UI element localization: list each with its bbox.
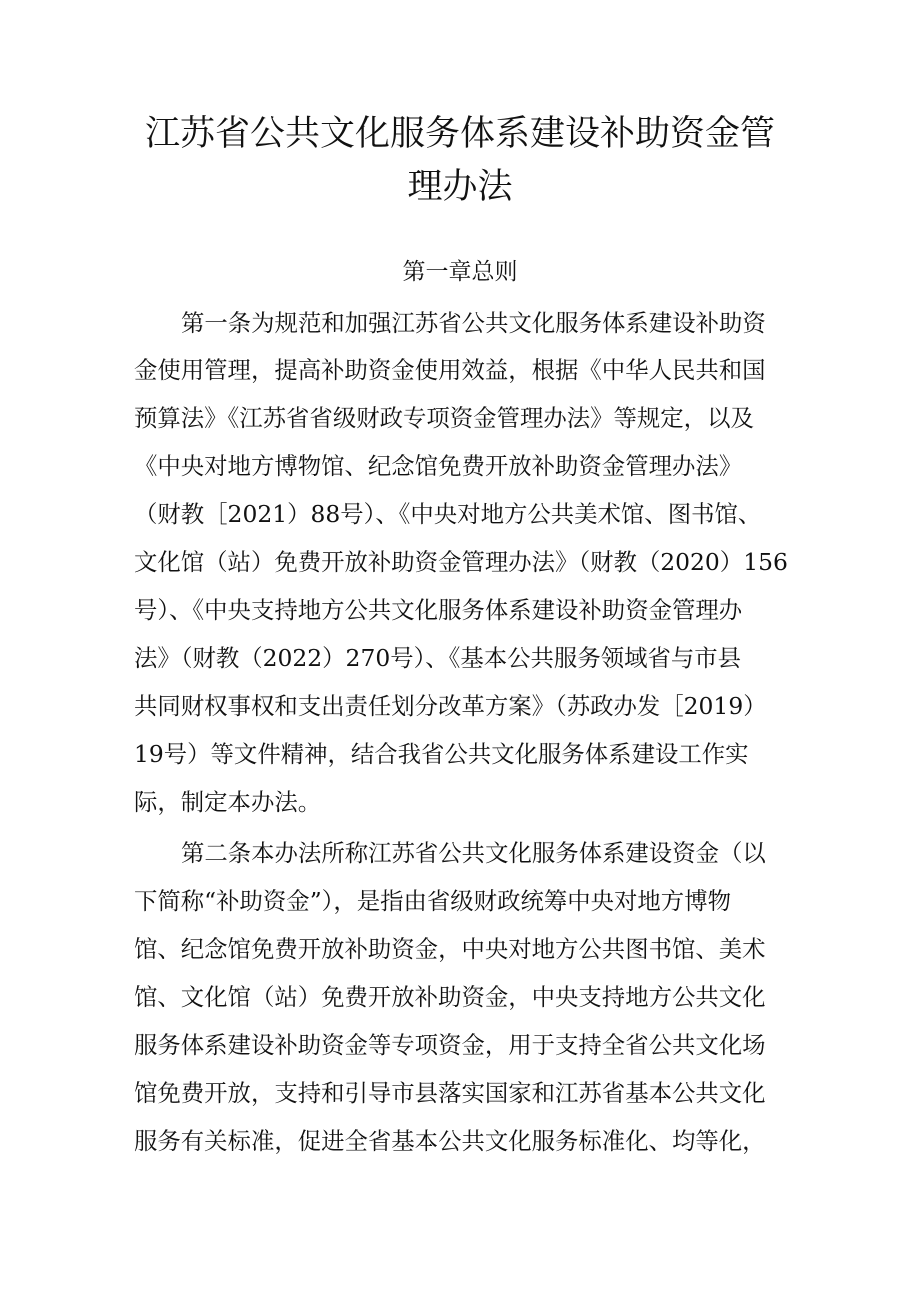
- article-2-line: 馆、文化馆（站）免费开放补助资金，中央支持地方公共文化: [134, 983, 766, 1011]
- article-1-line: 金使用管理，提高补助资金使用效益，根据《中华人民共和国: [134, 356, 766, 384]
- article-1-line: 第一条为规范和加强江苏省公共文化服务体系建设补助资: [181, 309, 766, 337]
- document-title-line-2: 理办法: [407, 167, 513, 207]
- article-1-line: 预算法》《江苏省省级财政专项资金管理办法》等规定，以及: [134, 404, 754, 432]
- article-2-line: 下简称“补助资金”），是指由省级财政统筹中央对地方博物: [134, 887, 731, 915]
- article-2-line: 馆免费开放，支持和引导市县落实国家和江苏省基本公共文化: [134, 1079, 766, 1107]
- article-1-line: 法》（财教（2022）270号）、《基本公共服务领域省与市县: [134, 644, 742, 672]
- article-1-line: 19号）等文件精神，结合我省公共文化服务体系建设工作实: [134, 740, 749, 768]
- document-title-line-1: 江苏省公共文化服务体系建设补助资金管: [144, 114, 775, 154]
- chapter-heading: 第一章总则: [402, 259, 518, 285]
- article-1-line: 号）、《中央支持地方公共文化服务体系建设补助资金管理办: [134, 596, 743, 624]
- article-2-line: 第二条本办法所称江苏省公共文化服务体系建设资金（以: [181, 839, 766, 867]
- article-1-line: 《中央对地方博物馆、纪念馆免费开放补助资金管理办法》: [134, 452, 743, 480]
- article-1-line: 共同财权事权和支出责任划分改革方案》（苏政办发［2019）: [134, 692, 767, 720]
- article-2-line: 服务有关标准，促进全省基本公共文化服务标准化、均等化，: [134, 1127, 766, 1155]
- article-1-line: 文化馆（站）免费开放补助资金管理办法》（财教（2020）156: [134, 548, 788, 576]
- article-1-line: 际，制定本办法。: [134, 788, 322, 816]
- article-2-line: 服务体系建设补助资金等专项资金，用于支持全省公共文化场: [134, 1031, 766, 1059]
- article-2-line: 馆、纪念馆免费开放补助资金，中央对地方公共图书馆、美术: [134, 935, 766, 963]
- article-1-line: （财教［2021）88号）、《中央对地方公共美术馆、图书馆、: [134, 500, 762, 528]
